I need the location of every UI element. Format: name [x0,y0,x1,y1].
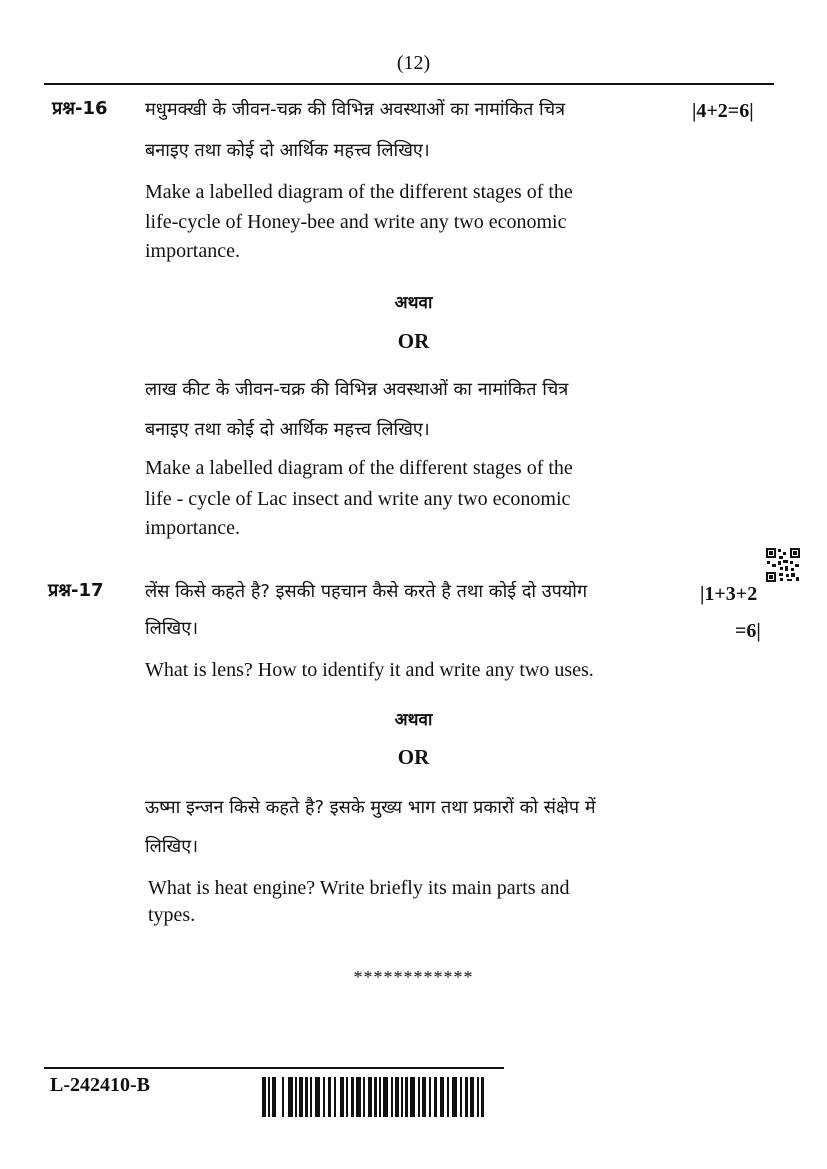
question-16-alt-english-line-1: Make a labelled diagram of the different stages of the [145,457,573,479]
or-english-divider: OR [397,329,430,353]
question-17-english-line-1: What is lens? How to identify it and write any two uses. [145,659,594,681]
barcode-icon [262,1077,484,1117]
or-english-divider-2: OR [397,745,430,769]
question-16-hindi-line-1: मधुमक्खी के जीवन-चक्र की विभिन्न अवस्थाओं का नामांकित चित्र [145,99,566,120]
question-16-english-line-3: importance. [145,240,240,262]
paper-code: L-242410-B [50,1074,150,1096]
question-17-hindi-line-2: लिखिए। [145,618,199,639]
question-17-alt-english-line-1: What is heat engine? Write briefly its main parts and [148,877,570,899]
question-17-alt-english-line-2: types. [148,904,196,926]
question-16-english-line-1: Make a labelled diagram of the different stages of the [145,181,573,203]
top-divider [44,83,774,85]
end-of-paper-marker: ************ [353,967,474,987]
question-17-number: प्रश्न-17 [48,580,104,601]
or-hindi-divider-2: अथवा [394,710,433,730]
question-17-alt-hindi-line-2: लिखिए। [145,836,199,857]
question-16-english-line-2: life-cycle of Honey-bee and write any two economic [145,211,567,233]
or-hindi-divider: अथवा [394,293,433,313]
question-16-hindi-line-2: बनाइए तथा कोई दो आर्थिक महत्त्व लिखिए। [145,140,430,161]
question-17-marks-line-2: =6| [735,620,761,642]
question-16-alt-hindi-line-2: बनाइए तथा कोई दो आर्थिक महत्त्व लिखिए। [145,419,430,440]
bottom-divider [44,1067,504,1069]
question-16-marks: |4+2=6| [692,100,754,122]
question-17-marks-line-1: |1+3+2 [700,583,758,605]
question-16-alt-hindi-line-1: लाख कीट के जीवन-चक्र की विभिन्न अवस्थाओं का नामांकित चित्र [145,379,569,400]
question-17-hindi-line-1: लेंस किसे कहते है? इसकी पहचान कैसे करते है तथा कोई दो उपयोग [145,581,588,602]
question-16-alt-english-line-3: importance. [145,517,240,539]
page-number: (12) [396,52,431,74]
question-17-alt-hindi-line-1: ऊष्मा इन्जन किसे कहते है? इसके मुख्य भाग तथा प्रकारों को संक्षेप में [145,797,596,818]
qr-code-icon [765,547,801,583]
question-16-number: प्रश्न-16 [52,98,108,119]
question-16-alt-english-line-2: life - cycle of Lac insect and write any two economic [145,488,571,510]
